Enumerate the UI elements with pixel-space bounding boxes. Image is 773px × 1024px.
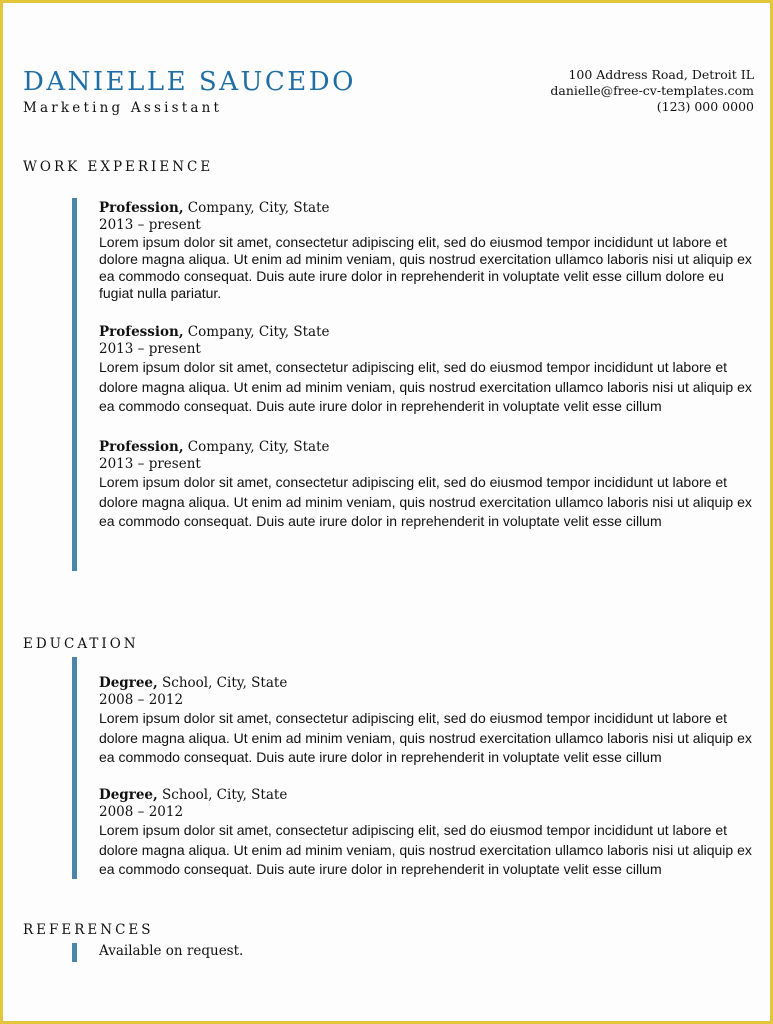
contact-block — [550, 67, 754, 115]
education-entry-dates: 2008 – 2012 — [99, 804, 184, 820]
education-entry-place: School, City, State — [157, 787, 288, 803]
work-entry-title: Profession, — [99, 324, 184, 340]
contact-address: 100 Address Road, Detroit IL — [568, 67, 754, 82]
work-entry-dates: 2013 – present — [99, 217, 201, 233]
work-entry-header — [99, 199, 761, 217]
work-entry-place: Company, City, State — [183, 439, 330, 455]
education-entry-header — [99, 786, 761, 804]
references-text: Available on request. — [99, 943, 244, 959]
education-entry-title: Degree, — [99, 787, 158, 803]
contact-email: danielle@free-cv-templates.com — [550, 83, 754, 98]
education-entry — [99, 786, 761, 880]
education-entry-dates: 2008 – 2012 — [99, 692, 184, 708]
work-entry — [99, 323, 761, 417]
work-entry-description: Lorem ipsum dolor sit amet, consectetur adipiscing elit, sed do eiusmod tempor incididunt ut labore et dolore magna aliqua. Ut enim ad minim veniam, quis nostrud exercitation ullamco laboris nisi ut aliquip ex ea commodo consequat. Duis aute irure dolor in reprehenderit in voluptate velit esse cillum dolore eu fugiat nulla pariatur. — [99, 234, 752, 301]
work-entry-dates: 2013 – present — [99, 341, 201, 357]
candidate-name: DANIELLE SAUCEDO — [23, 67, 356, 97]
work-entry-place: Company, City, State — [183, 200, 330, 216]
job-title: Marketing Assistant — [23, 100, 223, 116]
work-entry — [99, 438, 761, 532]
work-entry-title: Profession, — [99, 200, 184, 216]
references-accent-bar — [72, 943, 77, 962]
references-heading: REFERENCES — [23, 922, 154, 938]
work-entry-header — [99, 323, 761, 341]
education-entry-place: School, City, State — [157, 675, 288, 691]
education-accent-bar — [72, 657, 77, 879]
education-entry-title: Degree, — [99, 675, 158, 691]
work-entry-description: Lorem ipsum dolor sit amet, consectetur adipiscing elit, sed do eiusmod tempor incididunt ut labore et dolore magna aliqua. Ut enim ad minim veniam, quis nostrud exercitation ullamco laboris nisi ut aliquip ex ea commodo consequat. Duis aute irure dolor in reprehenderit in voluptate velit esse cillum — [99, 359, 752, 414]
education-entry-description: Lorem ipsum dolor sit amet, consectetur adipiscing elit, sed do eiusmod tempor incididunt ut labore et dolore magna aliqua. Ut enim ad minim veniam, quis nostrud exercitation ullamco laboris nisi ut aliquip ex ea commodo consequat. Duis aute irure dolor in reprehenderit in voluptate velit esse cillum — [99, 822, 752, 877]
education-entry-header — [99, 674, 761, 692]
work-experience-accent-bar — [72, 198, 77, 571]
education-heading: EDUCATION — [23, 636, 139, 652]
education-entry — [99, 674, 761, 768]
work-entry-description: Lorem ipsum dolor sit amet, consectetur adipiscing elit, sed do eiusmod tempor incididunt ut labore et dolore magna aliqua. Ut enim ad minim veniam, quis nostrud exercitation ullamco laboris nisi ut aliquip ex ea commodo consequat. Duis aute irure dolor in reprehenderit in voluptate velit esse cillum — [99, 474, 752, 529]
work-experience-heading: WORK EXPERIENCE — [23, 159, 214, 175]
work-entry-dates: 2013 – present — [99, 456, 201, 472]
work-entry-title: Profession, — [99, 439, 184, 455]
education-entry-description: Lorem ipsum dolor sit amet, consectetur adipiscing elit, sed do eiusmod tempor incididunt ut labore et dolore magna aliqua. Ut enim ad minim veniam, quis nostrud exercitation ullamco laboris nisi ut aliquip ex ea commodo consequat. Duis aute irure dolor in reprehenderit in voluptate velit esse cillum — [99, 710, 752, 765]
work-entry — [99, 199, 761, 302]
contact-phone: (123) 000 0000 — [656, 99, 754, 114]
work-entry-header — [99, 438, 761, 456]
work-entry-place: Company, City, State — [183, 324, 330, 340]
